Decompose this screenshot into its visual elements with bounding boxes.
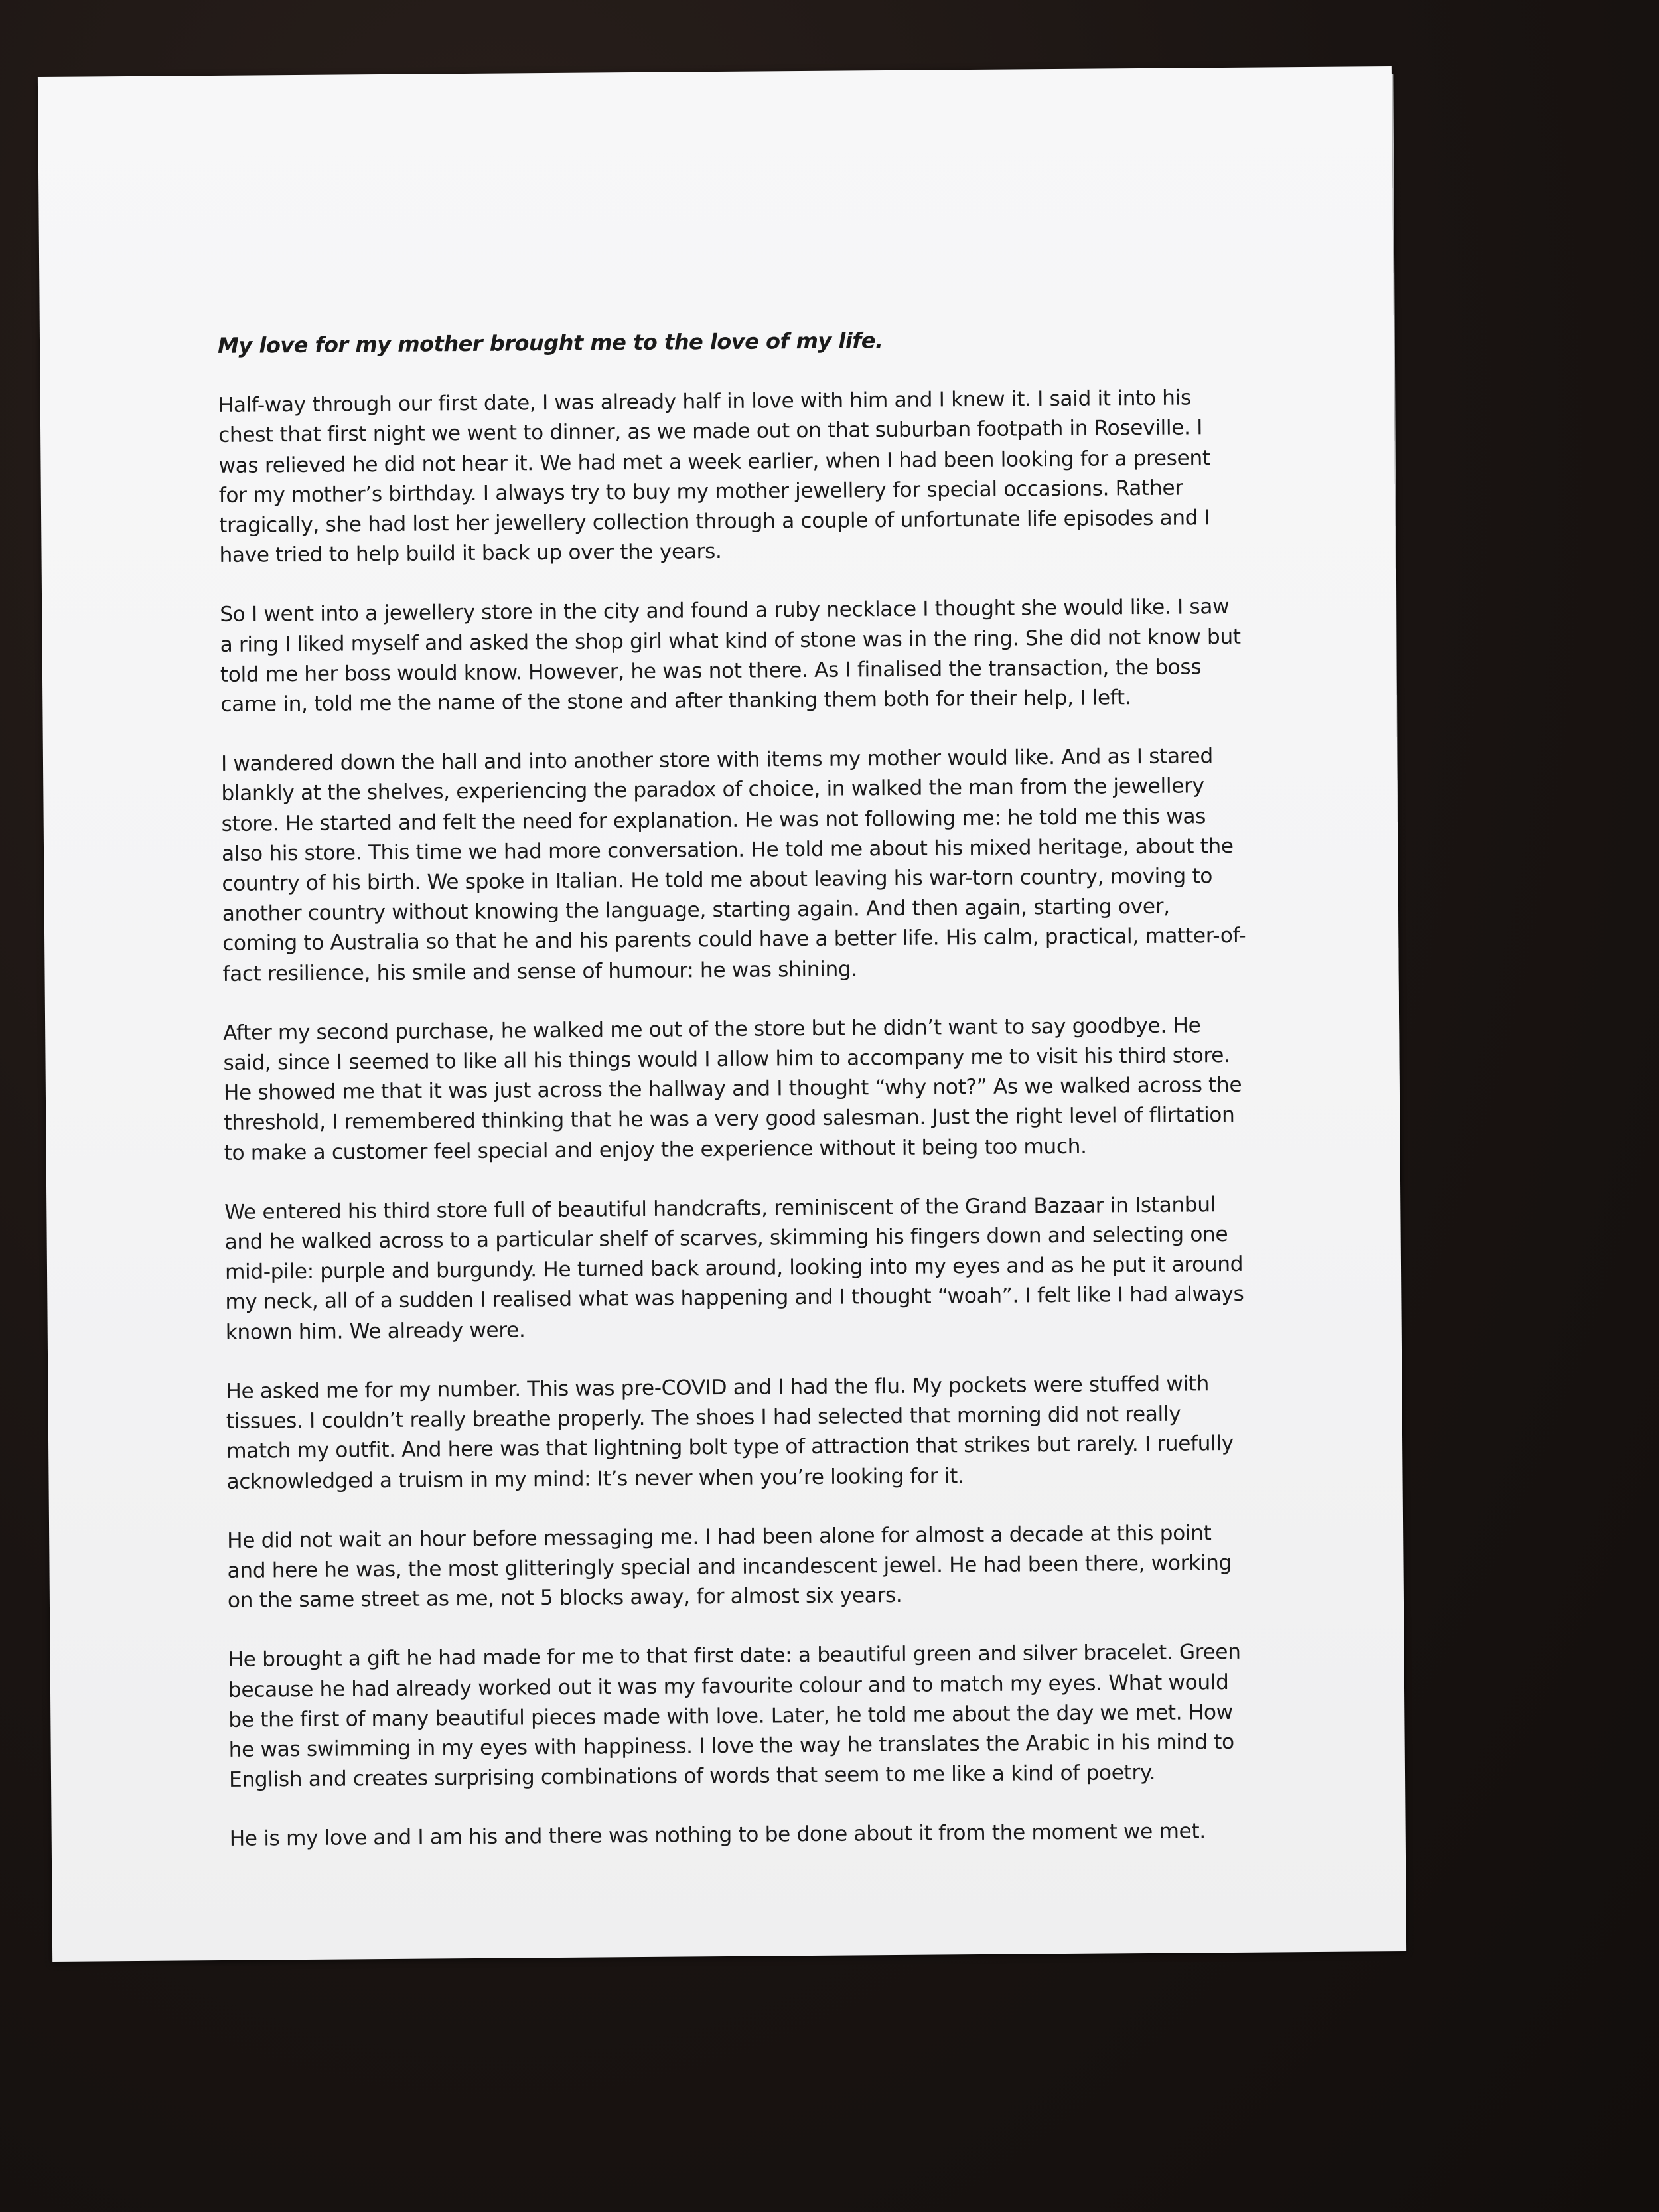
paper-sheet bbox=[38, 66, 1406, 1962]
paragraph-6: He asked me for my number. This was pre-COVID and I had the flu. My pockets were stuffed with tissues. I couldn’t really breathe properly. The shoes I had selected that morning did not really match my outfit. And here was that lightning bolt type of attraction that strikes but rarely. I ruefully acknowledged a truism in my mind: It’s never when you’re looking for it. bbox=[226, 1372, 1234, 1494]
paragraph-3: I wandered down the hall and into another store with items my mother would like. And as I stared blankly at the shelves, experiencing the paradox of choice, in walked the man from the jewellery store. He started and felt the need for explanation. He was not following me: he told me this was also his store. This time we had more conversation. He told me about his mixed heritage, about the country of his birth. We spoke in Italian. He told me about leaving his war-torn country, moving to another country without knowing the language, starting again. And then again, starting over, coming to Australia so that he and his parents could have a better life. His calm, practical, matter-of- fact resilience, his smile and sense of humour: he was shining. bbox=[220, 744, 1246, 986]
paragraph-2: So I went into a jewellery store in the city and found a ruby necklace I thought she would like. I saw a ring I liked myself and asked the shop girl what kind of stone was in the ring. She did not know but told me her boss would know. However, he was not there. As I finalised the transaction, the boss came in, told me the name of the stone and after thanking them both for their help, I left. bbox=[220, 595, 1241, 717]
document-body bbox=[217, 246, 1291, 1883]
document-title: My love for my mother brought me to the love of my life. bbox=[217, 328, 883, 358]
paragraph-5: We entered his third store full of beautiful handcrafts, reminiscent of the Grand Bazaar in Istanbul and he walked across to a particular shelf of scarves, skimming his fingers down and selecting one mid-pile: purple and burgundy. He turned back around, looking into my eyes and as he put it around my neck, all of a sudden I realised what was happening and I thought “woah”. I felt like I had always known him. We already were. bbox=[224, 1193, 1244, 1345]
paragraph-4: After my second purchase, he walked me out of the store but he didn’t want to say goodbye. He said, since I seemed to like all his things would I allow him to accompany me to visit his third store. He showed me that it was just across the hallway and I thought “why not?” As we walked across the threshold, I remembered thinking that he was a very good salesman. Just the right level of flirtation to make a customer feel special and enjoy the experience without it being too much. bbox=[223, 1013, 1242, 1165]
paragraph-1: Half-way through our first date, I was already half in love with him and I knew it. I said it into his chest that first night we went to dinner, as we made out on that suburban footpath in Roseville. I was relieved he did not hear it. We had met a week earlier, when I had been looking for a present for my mother’s birthday. I always try to buy my mother jewellery for special occasions. Rather tragically, she had lost her jewellery collection through a couple of unfortunate life episodes and I have tried to help build it back up over the years. bbox=[218, 386, 1210, 568]
paragraph-7: He did not wait an hour before messaging me. I had been alone for almost a decade at this point and here he was, the most glitteringly special and incandescent jewel. He had been there, working on the same street as me, not 5 blocks away, for almost six years. bbox=[227, 1520, 1232, 1613]
paragraph-9: He is my love and I am his and there was nothing to be done about it from the moment we met. bbox=[229, 1819, 1206, 1852]
paragraph-8: He brought a gift he had made for me to that first date: a beautiful green and silver bracelet. Green because he had already worked out it was my favourite colour and to match my eyes. What would be the first of many beautiful pieces made with love. Later, he told me about the day we met. How he was swimming in my eyes with happiness. I love the way he translates the Arabic in his mind to English and creates surprising combinations of words that seem to me like a kind of poetry. bbox=[228, 1640, 1241, 1792]
